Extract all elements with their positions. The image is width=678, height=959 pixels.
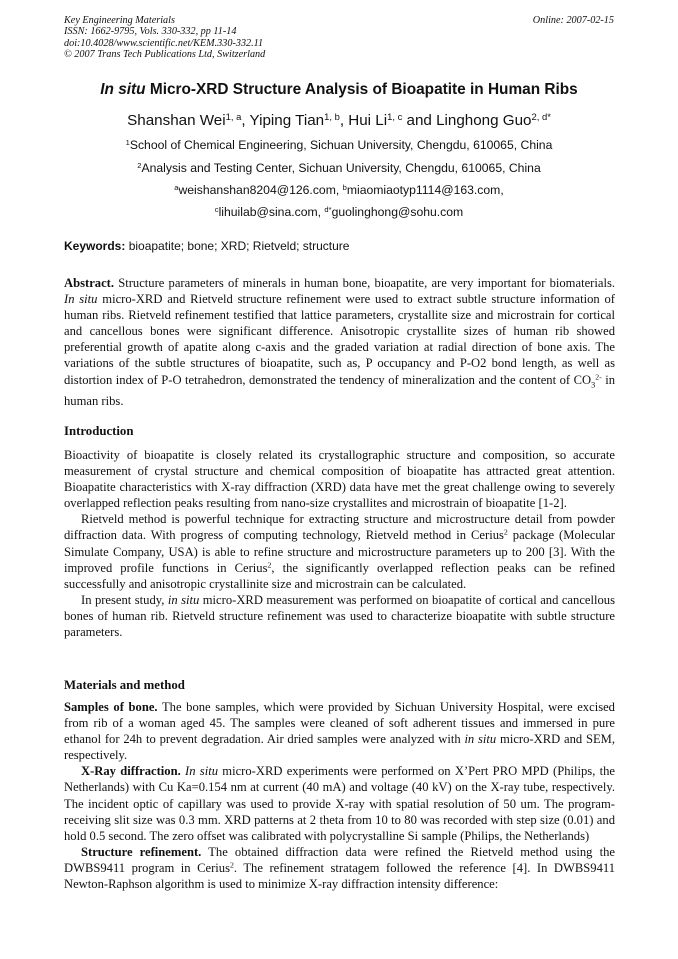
email-address: lihuilab@sina.com,: [218, 205, 325, 219]
abstract-label: Abstract.: [64, 276, 115, 290]
paragraph-text: . The refinement stratagem followed the reference [4]. In DWBS9411 Newton-Raphson algorithm is used to minimize X-ray diffraction intensity difference:: [64, 860, 616, 892]
superscript: 2: [267, 560, 272, 570]
paragraph: [64, 699, 615, 763]
introduction-body: [64, 447, 615, 640]
abstract-text: micro-XRD and Rietveld structure refinement were used to extract subtle structure information of human ribs. Rietveld refinement testified that lattice parameters, crystallite size and microstrain for cortical and cancellous bones were significant difference. Anisotropic crystallite sizes of human rib showed preferential growth of apatite along c-axis and the graded variation at radial direction of bone axis. The variations of the subtle structures of bioapatite, such as, P occupancy and P-O2 bond length, as well as distortion index of P-O tetrahedron, demonstrated the tendency of mineralization and the content of CO: [64, 292, 615, 387]
keywords-label: Keywords:: [64, 239, 126, 253]
paragraph-text: In present study,: [81, 592, 168, 607]
email-address: guolinghong@sohu.com: [331, 205, 464, 219]
author-separator: and: [402, 112, 437, 129]
paragraph: [64, 511, 615, 591]
keywords-text: bioapatite; bone; XRD; Rietveld; structure: [125, 239, 350, 253]
author-name: Shanshan Wei: [127, 112, 226, 129]
author-superscript: 2, d*: [531, 110, 551, 122]
affiliation-text: Analysis and Testing Center, Sichuan University, Chengdu, 610065, China: [141, 161, 541, 175]
paragraph-text: , the significantly overlapped reflection peaks can be refined successfully and anisotropic crystallinite size and microstrain can be calculated.: [64, 560, 615, 591]
paragraph: [64, 592, 615, 640]
paragraph-text: The bone samples, which were provided by Sichuan University Hospital, were excised from rib of a woman aged 45. The samples were cleaned of soft adherent tissues and immersed in pure ethanol for 24h to prevent degradation. Air dried samples were analyzed with: [64, 700, 615, 747]
abstract-text: in human ribs.: [64, 372, 615, 409]
run-in-heading: Samples of bone.: [64, 700, 158, 714]
run-in-heading: X-Ray diffraction.: [81, 764, 181, 779]
email-address: weishanshan8204@126.com,: [178, 183, 343, 197]
italic-text: in situ: [167, 592, 200, 607]
paragraph-text: micro-XRD and SEM, respectively.: [64, 732, 615, 763]
paragraph: [64, 763, 615, 843]
author-separator: ,: [339, 112, 349, 129]
paragraph-text: Rietveld method is powerful technique for extracting structure and microstructure detail from powder diffraction data. With progress of computing technology, Rietveld method in Cerius: [64, 512, 615, 543]
methods-body: [64, 699, 615, 892]
journal-name: Key Engineering Materials: [64, 15, 175, 26]
author-superscript: 1, c: [387, 110, 403, 122]
title-italic: In situ: [100, 81, 146, 98]
paragraph-text: package (Molecular Simulate Company, USA) is able to refine structure and microstructure parameters up to 200 [3]. With the improved profile functions in Cerius: [64, 528, 616, 575]
abstract-italic: In situ: [64, 292, 98, 307]
email-superscript: a: [174, 182, 179, 192]
affiliation-superscript: 2: [137, 160, 142, 170]
paragraph-text: micro-XRD experiments were performed on X’Pert PRO MPD (Philips, the Netherlands) with Cu Ka=0.154 nm at current (40 mA) and voltage (40 kV) on the X-ray tube, respectively. The incident optic of capillary was used to provide X-ray with spatial resolution of 50 um. The program-receiving slit size was 0.3 mm. XRD patterns at 2 theta from 10 to 80 was recorded with step size (0.01) and hold 0.5 second. The zero offset was calibrated with polycrystalline Si sample (Philips, the Netherlands): [64, 764, 616, 843]
author-superscript: 1, b: [324, 110, 340, 122]
affiliation-text: School of Chemical Engineering, Sichuan University, Chengdu, 610065, China: [129, 138, 553, 152]
online-date: Online: 2007-02-15: [532, 15, 614, 26]
journal-header: [64, 15, 614, 61]
keywords-line: [64, 239, 349, 253]
affiliation-2: [30, 161, 648, 175]
paper-title: [30, 81, 648, 99]
paragraph-text: micro-XRD measurement was performed on bioapatite of cortical and cancellous bones of human rib. Rietveld structure refinement was used to characterize bioapatite with subtle structure parameters.: [64, 592, 615, 640]
paragraph: [64, 844, 615, 892]
copyright-line: © 2007 Trans Tech Publications Ltd, Switzerland: [64, 49, 266, 61]
author-name: Yiping Tian: [249, 112, 325, 129]
paragraph-text: The obtained diffraction data were refined the Rietveld method using the DWBS9411 program in Cerius: [64, 844, 615, 875]
author-name: Hui Li: [348, 112, 388, 129]
author-name: Linghong Guo: [436, 112, 532, 129]
affiliation-1: [30, 138, 648, 152]
doi-line: doi:10.4028/www.scientific.net/KEM.330-332.11: [64, 37, 264, 49]
section-heading: Materials and method: [64, 678, 185, 692]
issn-line: ISSN: 1662-9795, Vols. 330-332, pp 11-14: [64, 26, 237, 38]
title-rest: Micro-XRD Structure Analysis of Bioapatite in Human Ribs: [145, 81, 578, 98]
abstract-subscript: 3: [591, 380, 596, 390]
superscript: 2: [503, 528, 508, 538]
section-heading: Introduction: [64, 424, 134, 438]
paragraph: Bioactivity of bioapatite is closely related its crystallographic structure and composition, so accurate measurement of crystal structure and chemical composition of bioapatite has attracted great attention. Bioapatite characteristics with X-ray diffraction (XRD) data have met the great challenge owing to severely overlapped reflection peaks resulting from nano-size crystallites and microstrain of bioapatite [1-2].: [64, 448, 615, 511]
author-separator: ,: [241, 112, 250, 129]
email-superscript: b: [342, 182, 347, 192]
email-superscript: d*: [324, 204, 332, 214]
email-line-1: [30, 183, 648, 197]
run-in-heading: Structure refinement.: [81, 844, 202, 859]
abstract-text: Structure parameters of minerals in human bone, bioapatite, are very important for biomaterials.: [114, 276, 615, 290]
author-list: [30, 112, 648, 129]
email-superscript: c: [214, 204, 219, 214]
superscript: 2: [230, 860, 234, 870]
italic-text: In situ: [185, 764, 219, 779]
email-address: miaomiaotyp1114@163.com,: [346, 183, 504, 197]
author-superscript: 1, a: [225, 110, 242, 122]
email-line-2: [30, 205, 648, 219]
affiliation-superscript: 1: [125, 137, 130, 147]
abstract: [64, 275, 615, 409]
abstract-superscript: 2-: [595, 372, 602, 382]
italic-text: in situ: [464, 732, 497, 747]
